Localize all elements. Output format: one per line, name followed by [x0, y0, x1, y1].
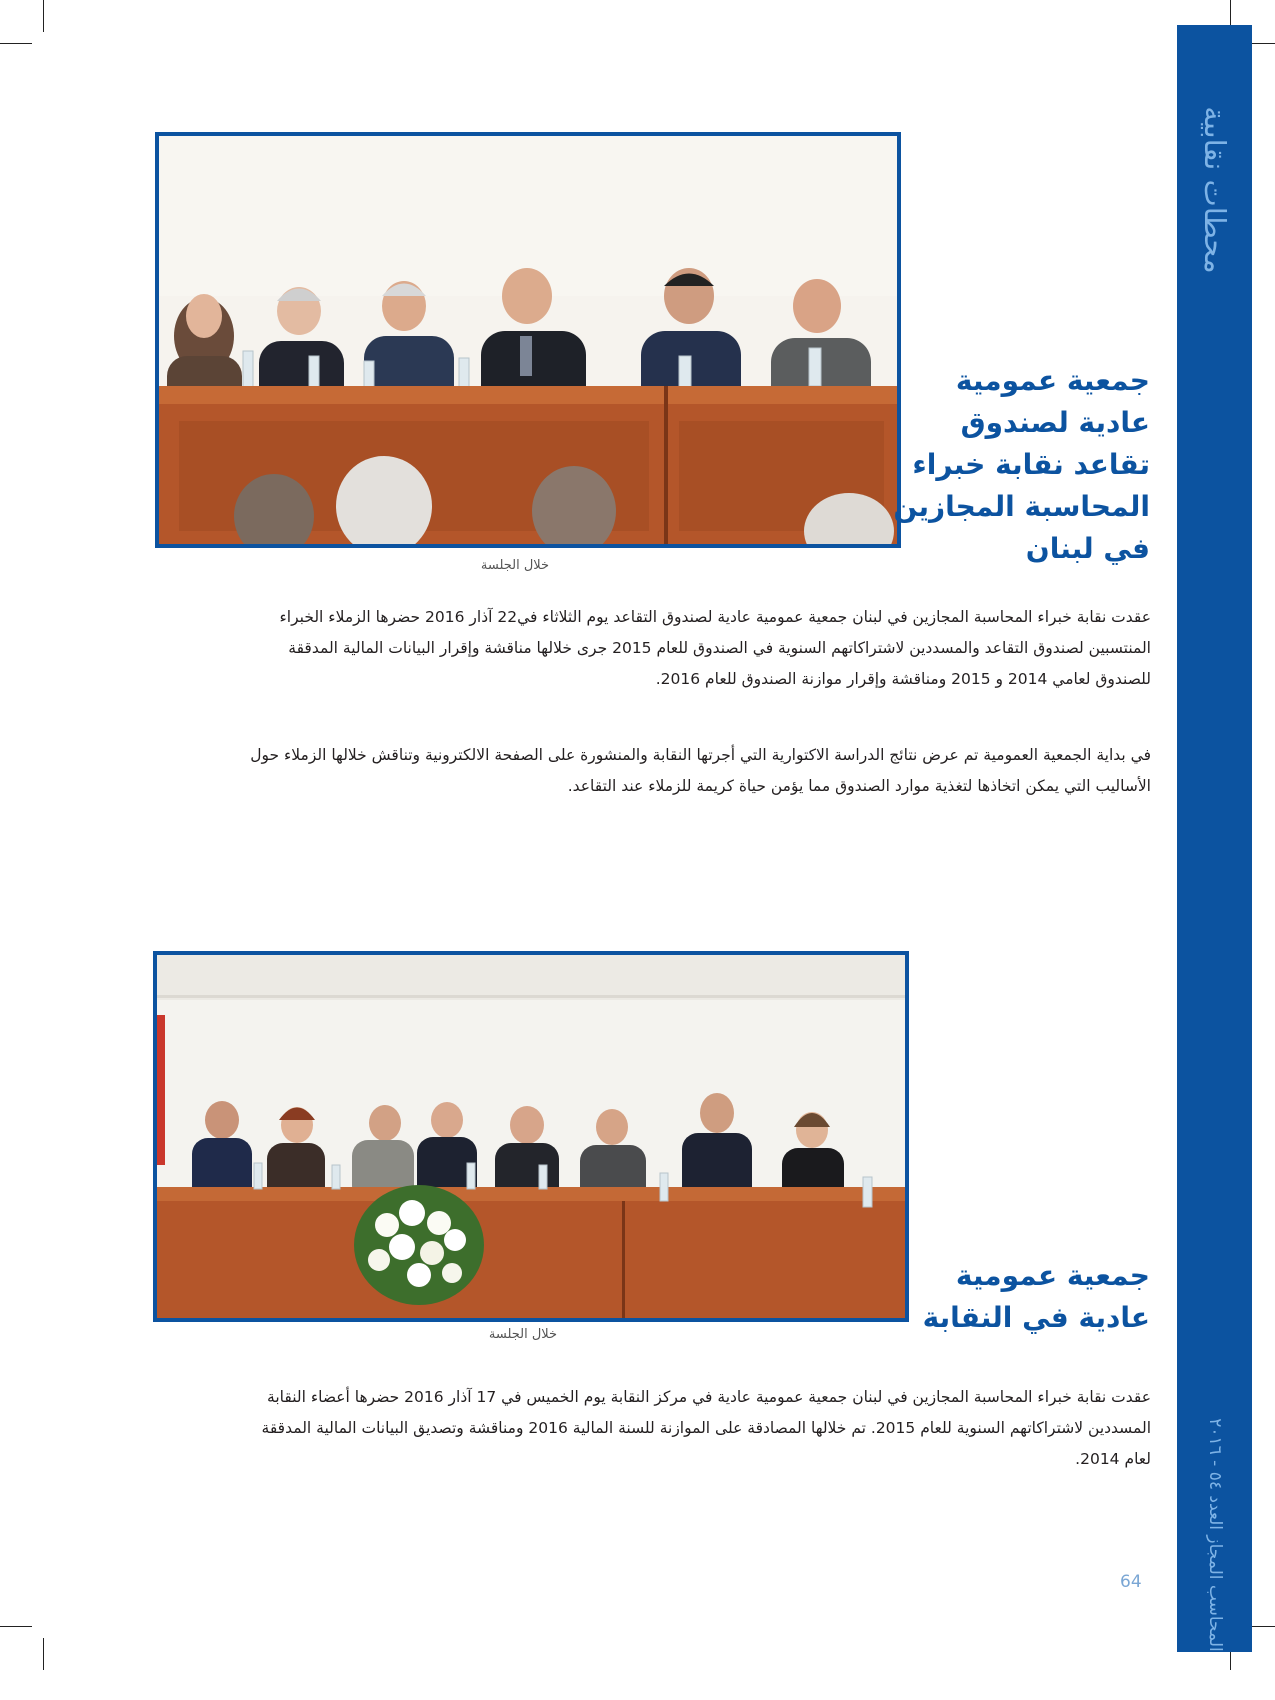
meeting-photo [155, 132, 901, 548]
heading-line: المحاسبة المجازين [893, 490, 1150, 523]
paragraph-line: المنتسبين لصندوق التقاعد والمسددين لاشتراكاتهم السنوية في الصندوق للعام 2015 جرى خلالها مناقشة وإقرار البيانات المالية المدققة [288, 639, 1151, 657]
heading-line: تقاعد نقابة خبراء [912, 448, 1150, 481]
section-title: محطات نقابية [1198, 106, 1232, 274]
heading-line: جمعية عمومية [955, 1259, 1150, 1292]
paragraph-line: للصندوق لعامي 2014 و 2015 ومناقشة وإقرار موازنة الصندوق للعام 2016. [655, 670, 1151, 688]
crop-mark [43, 0, 44, 32]
meeting-photo [153, 951, 909, 1322]
magazine-issue: المحاسب المجاز العدد ٥٤ - ٢٠١٦ [1205, 1418, 1225, 1652]
article-heading [923, 1255, 1150, 1339]
crop-mark [0, 43, 32, 44]
heading-line: جمعية عمومية [955, 364, 1150, 397]
paragraph-line: الأساليب التي يمكن اتخاذها لتغذية موارد الصندوق مما يؤمن حياة كريمة للزملاء عند التقاعد. [567, 777, 1151, 795]
crop-mark [0, 1626, 32, 1627]
paragraph-line: في بداية الجمعية العمومية تم عرض نتائج الدراسة الاكتوارية التي أجرتها النقابة والمنشورة على الصفحة الالكترونية وتناقش خلالها الزملاء حول [250, 746, 1151, 764]
heading-line: عادية لصندوق [960, 406, 1150, 439]
photo-caption: خلال الجلسة [480, 558, 550, 573]
page-number: 64 [1120, 1572, 1142, 1592]
article-paragraph [156, 740, 1151, 802]
article-heading [893, 360, 1150, 570]
article-paragraph [156, 602, 1151, 695]
article-paragraph [156, 1382, 1151, 1475]
paragraph-line: عقدت نقابة خبراء المحاسبة المجازين في لبنان جمعية عمومية عادية لصندوق التقاعد يوم الثلاثاء في22 آذار 2016 حضرها الزملاء الخبراء [279, 608, 1151, 626]
paragraph-line: المسددين لاشتراكاتهم السنوية للعام 2015. تم خلالها المصادقة على الموازنة للسنة المالية 2016 ومناقشة وتصديق البيانات المالية المدققة [261, 1419, 1151, 1437]
photo-caption: خلال الجلسة [488, 1327, 558, 1342]
crop-mark [43, 1638, 44, 1670]
heading-line: في لبنان [1025, 532, 1150, 565]
paragraph-line: عقدت نقابة خبراء المحاسبة المجازين في لبنان جمعية عمومية عادية في مركز النقابة يوم الخميس في 17 آذار 2016 حضرها أعضاء النقابة [267, 1388, 1151, 1406]
heading-line: عادية في النقابة [922, 1301, 1150, 1334]
paragraph-line: لعام 2014. [1075, 1450, 1151, 1468]
